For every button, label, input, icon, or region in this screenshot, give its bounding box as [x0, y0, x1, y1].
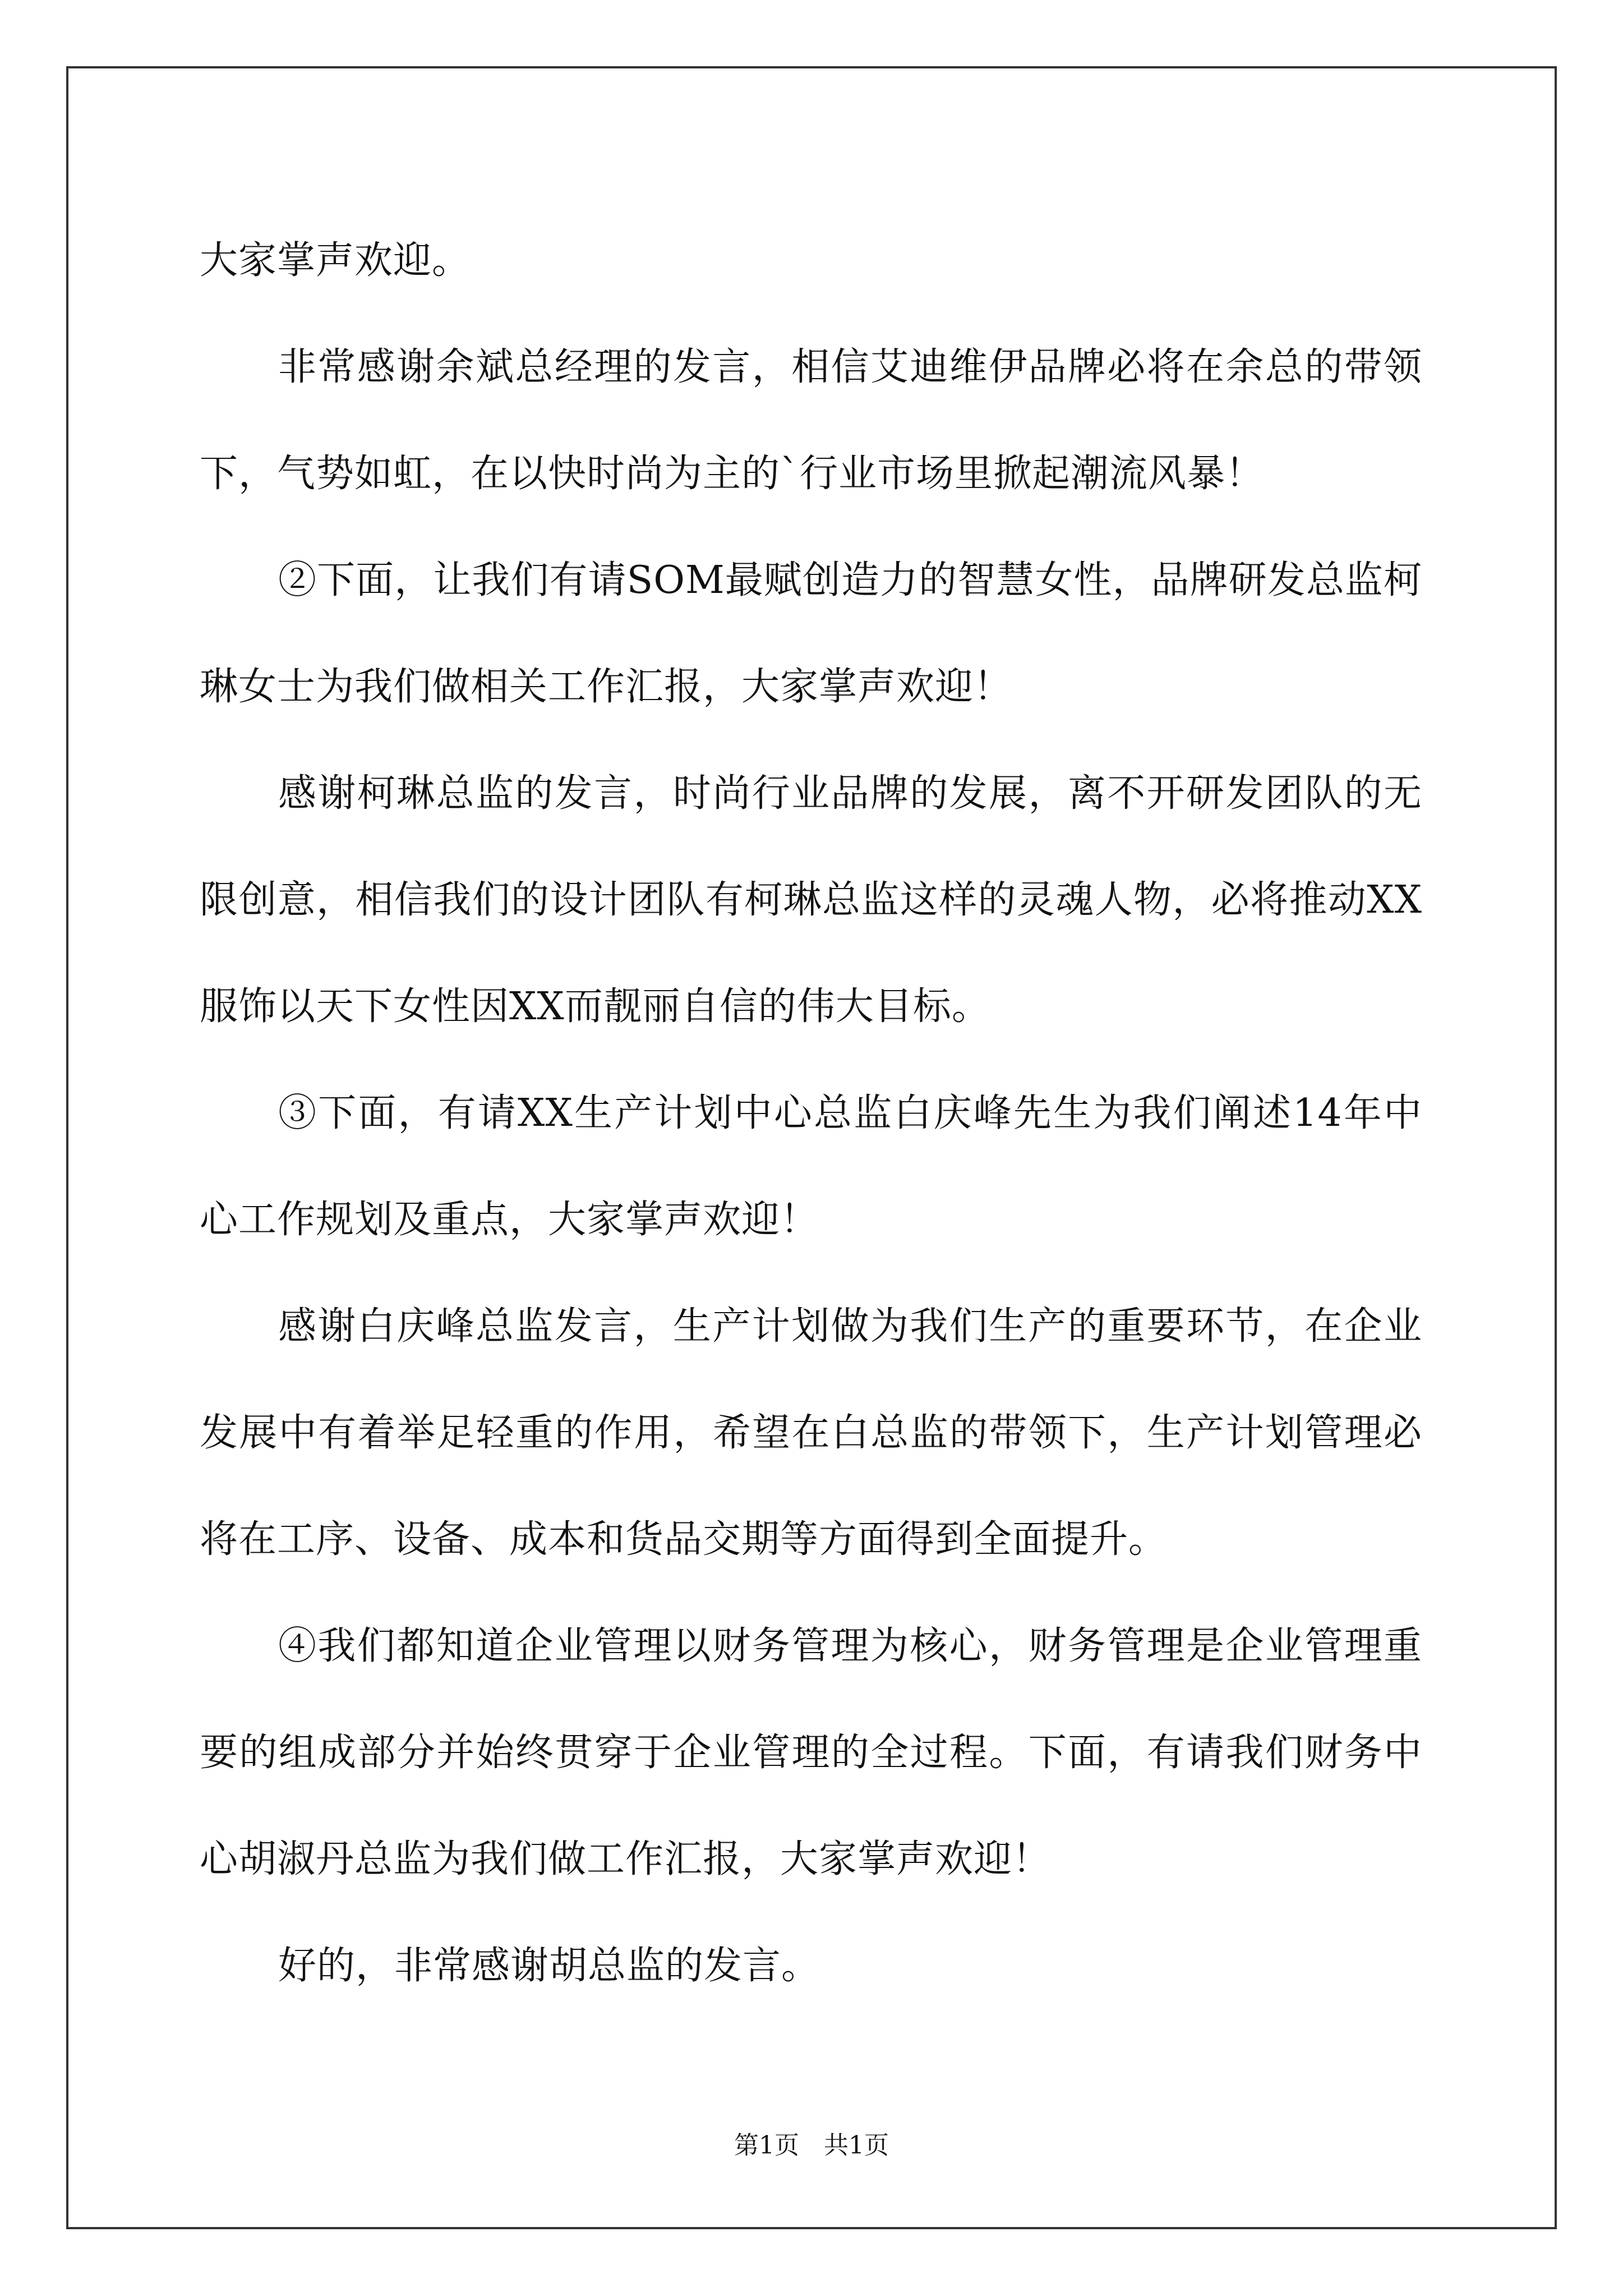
paragraph: 好的，非常感谢胡总监的发言。	[278, 1944, 820, 1988]
paragraph: ②下面，让我们有请SOM最赋创造力的智慧女性，品牌研发总监柯琳女士为我们做相关工作汇报，大家掌声欢迎！	[200, 558, 1422, 709]
paragraph: ③下面，有请XX生产计划中心总监白庆峰先生为我们阐述14年中心工作规划及重点，大家掌声欢迎！	[200, 1091, 1422, 1242]
paragraph: 大家掌声欢迎。	[200, 238, 471, 283]
document-body	[200, 208, 1422, 2019]
paragraph: 感谢白庆峰总监发言，生产计划做为我们生产的重要环节，在企业发展中有着举足轻重的作用，希望在白总监的带领下，生产计划管理必将在工序、设备、成本和货品交期等方面得到全面提升。	[200, 1304, 1422, 1562]
paragraph: 感谢柯琳总监的发言，时尚行业品牌的发展，离不开研发团队的无限创意，相信我们的设计团队有柯琳总监这样的灵魂人物，必将推动XX服饰以天下女性因XX而靓丽自信的伟大目标。	[200, 771, 1422, 1029]
paragraph: ④我们都知道企业管理以财务管理为核心，财务管理是企业管理重要的组成部分并始终贯穿于企业管理的全过程。下面，有请我们财务中心胡淑丹总监为我们做工作汇报，大家掌声欢迎！	[200, 1624, 1422, 1881]
paragraph: 非常感谢余斌总经理的发言，相信艾迪维伊品牌必将在余总的带领下，气势如虹，在以快时尚为主的`行业市场里掀起潮流风暴！	[200, 345, 1422, 496]
page-footer: 第1页 共1页	[734, 2131, 889, 2160]
